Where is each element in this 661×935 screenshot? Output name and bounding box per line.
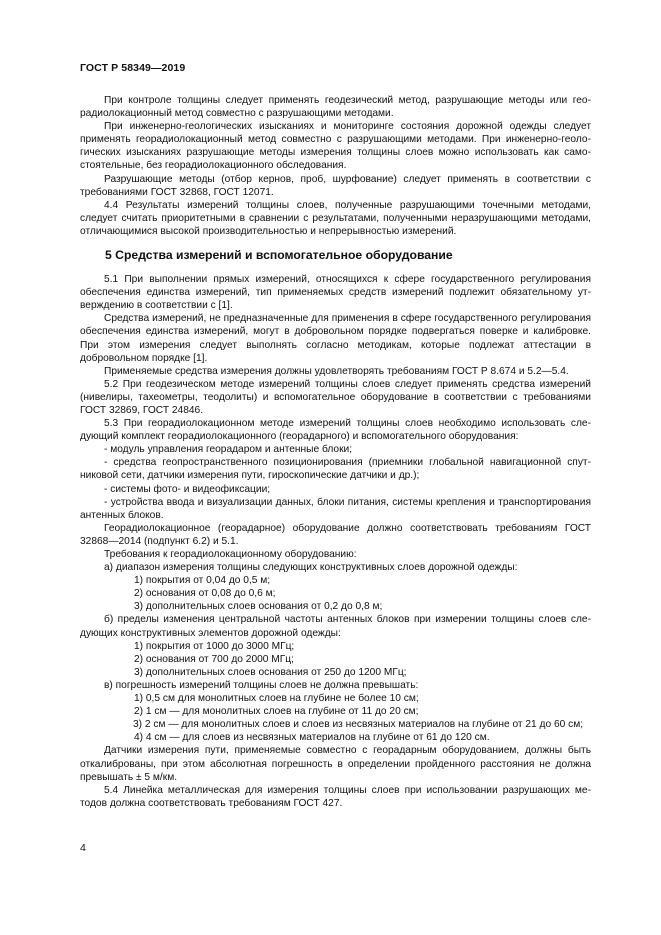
- section-heading: 5 Средства измерений и вспомогательное оборудование: [105, 248, 453, 263]
- list-item: 1) 0,5 см для монолитных слоев на глубине не более 10 см;: [134, 693, 419, 705]
- list-item: 2) 1 см — для монолитных слоев на глубине от 11 до 20 см;: [134, 706, 419, 718]
- list-item: 3) дополнительных слоев основания от 0,2 до 0,8 м;: [134, 601, 383, 613]
- list-item: 3) 2 см — для монолитных слоев и слоев из несвязных материалов на глубине от 21 до 60 см;: [133, 719, 584, 731]
- document-body: [80, 94, 591, 810]
- list-item: - системы фото- и видеофиксации;: [104, 483, 271, 495]
- paragraph-5-2: 5.2 При геодезическом методе измерений толщины слоев следует применять средства измерений (нивелиры, тахеометры, теодолиты) и вспомогательное оборудование в соответствии с требованиями ГОСТ 32869, ГОСТ 24846.: [80, 378, 591, 416]
- list-item: - модуль управления георадаром и антенные блоки;: [104, 444, 353, 456]
- list-item: 1) покрытия от 0,04 до 0,5 м;: [134, 575, 271, 587]
- document-header: ГОСТ Р 58349—2019: [80, 62, 186, 74]
- list-item: - средства геопространственного позиционирования (приемники глобальной навигационной спутниковой сети, датчики измерения пути, гироскопические датчики и др.);: [80, 457, 591, 482]
- paragraph-5-3: 5.3 При георадиолокационном методе измерений толщины слоев необходимо использовать следующий комплект георадиолокационного (георадарного) и вспомогательного оборудования:: [80, 418, 591, 443]
- paragraph: Средства измерений, не предназначенные для применения в сфере государственного регулирования обеспечения единства измерений, могут в добровольном порядке подвергаться поверке и калибровке. При этом измерения следует выполнять согласно методикам, которые подлежат аттестации в добровольном порядке [1].: [80, 313, 591, 364]
- paragraph: При контроле толщины следует применять геодезический метод, разрушающие методы или георадиолокационный метод совместно с разрушающими методами.: [80, 95, 591, 120]
- requirement-a: а) диапазон измерения толщины следующих конструктивных слоев дорожной одежды:: [104, 562, 518, 574]
- paragraph-5-1: 5.1 При выполнении прямых измерений, относящихся к сфере государственного регулирования обеспечения единства измерений, тип применяемых средств измерений подлежит обязательному утверждению в соответствии с [1].: [80, 274, 591, 312]
- list-item: - устройства ввода и визуализации данных, блоки питания, системы крепления и транспортирования антенных блоков.: [80, 496, 591, 521]
- paragraph: Требования к георадиолокационному оборудованию:: [104, 549, 357, 560]
- list-item: 4) 4 см — для слоев из несвязных материалов на глубине от 61 до 120 см.: [134, 732, 490, 744]
- list-item: 2) основания от 700 до 2000 МГц;: [134, 653, 294, 665]
- list-item: 3) дополнительных слоев основания от 250 до 1200 МГц;: [134, 666, 407, 678]
- paragraph: При инженерно-геологических изысканиях и мониторинге состояния дорожной одежды следует применять георадиолокационный метод совместно с разрушающими методами. При инженерно-геологических изысканиях разрушающие методы измерения толщины слоев можно использовать как самостоятельные, без георадиолокационного обследования.: [80, 121, 591, 172]
- requirement-b: б) пределы изменения центральной частоты антенных блоков при измерении толщины слоев следующих конструктивных элементов дорожной одежды:: [80, 614, 591, 639]
- page-number: 4: [80, 842, 86, 854]
- list-item: 1) покрытия от 1000 до 3000 МГц;: [134, 640, 295, 652]
- requirement-c: в) погрешность измерений толщины слоев не должна превышать:: [104, 679, 419, 691]
- paragraph-5-4: 5.4 Линейка металлическая для измерения толщины слоев при использовании разрушающих методов должна соответствовать требованиям ГОСТ 427.: [80, 784, 591, 809]
- list-item: 2) основания от 0,08 до 0,6 м;: [134, 588, 276, 600]
- paragraph: Разрушающие методы (отбор кернов, проб, шурфование) следует применять в соответствии с требованиями ГОСТ 32868, ГОСТ 12071.: [80, 173, 591, 198]
- paragraph: Применяемые средства измерения должны удовлетворять требованиям ГОСТ Р 8.674 и 5.2—5.4.: [104, 365, 569, 377]
- paragraph: Датчики измерения пути, применяемые совместно с георадарным оборудованием, должны быть откалиброваны, при этом абсолютная погрешность в определении пройденного расстояния не должна превышать ± 5 м/км.: [80, 745, 591, 783]
- paragraph: Георадиолокационное (георадарное) оборудование должно соответствовать требованиям ГОСТ 32868—2014 (подпункт 6.2) и 5.1.: [80, 522, 591, 547]
- paragraph-4-4: 4.4 Результаты измерений толщины слоев, полученные разрушающими точечными методами, следует считать приоритетными в сравнении с результатами, полученными неразрушающими методами, отличающимися высокой производительностью и непрерывностью измерений.: [80, 199, 591, 237]
